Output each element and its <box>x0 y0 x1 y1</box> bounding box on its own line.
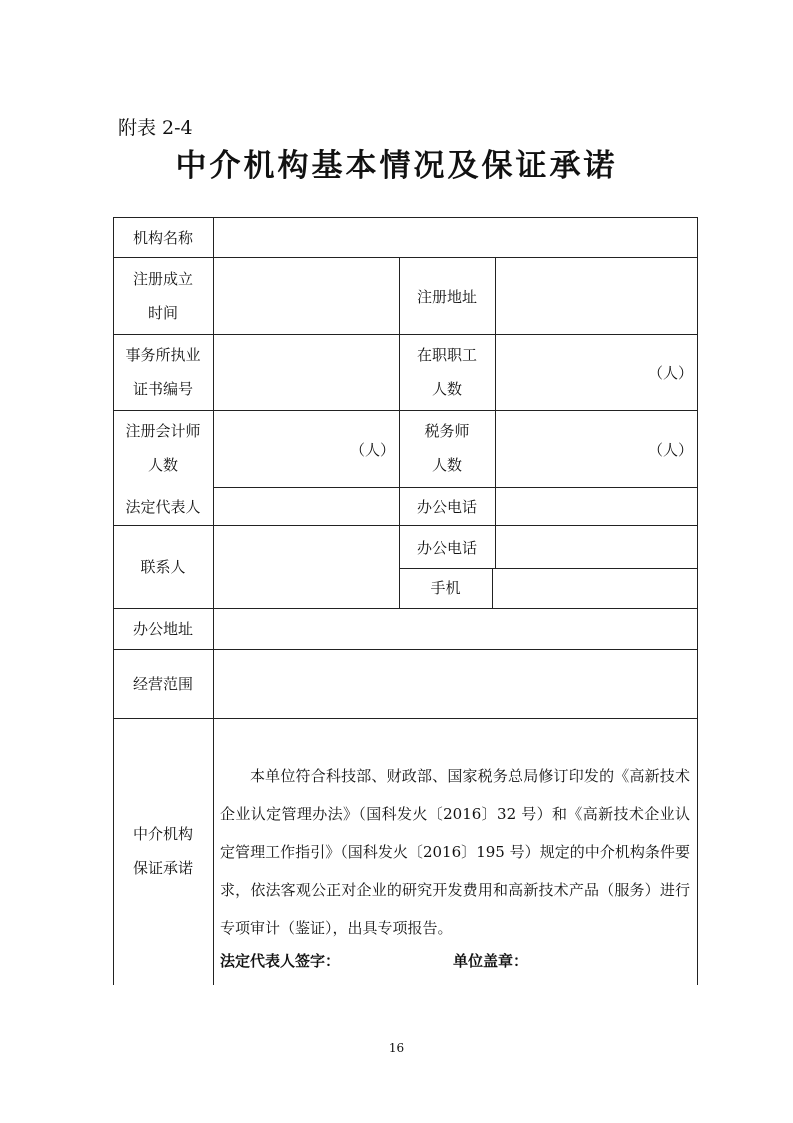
license-number-field[interactable] <box>214 335 399 410</box>
license-label: 事务所执业 证书编号 <box>125 346 201 398</box>
attachment-label: 附表 2-4 <box>118 117 193 139</box>
legal-rep-signature-label: 法定代表人签字： <box>220 952 341 970</box>
staff-unit: （人） <box>648 364 694 382</box>
guarantee-label: 中介机构 保证承诺 <box>132 825 193 877</box>
legal-rep-label: 法定代表人 <box>125 498 201 516</box>
contact-field[interactable] <box>214 526 399 608</box>
contact-office-phone-label: 办公电话 <box>416 539 477 557</box>
tax-agent-unit: （人） <box>648 441 694 459</box>
row-divider <box>113 718 698 719</box>
business-scope-field[interactable] <box>214 650 697 718</box>
contact-label: 联系人 <box>140 558 186 576</box>
office-address-label: 办公地址 <box>132 620 193 638</box>
legal-rep-field[interactable] <box>214 488 399 525</box>
business-scope-label: 经营范围 <box>132 675 193 693</box>
guarantee-text: 本单位符合科技部、财政部、国家税务总局修订印发的《高新技术企业认定管理办法》（国科发火〔2016〕32 号）和《高新技术企业认定管理工作指引》（国科发火〔2016〕195 号）规定的中介机构条件要求，依法客观公正对企业的研究开发费用和高新技术产品（服务）进行专项审计（鉴证），出具专项报告。 <box>220 767 690 937</box>
org-name-label: 机构名称 <box>132 229 193 247</box>
office-address-field[interactable] <box>214 609 697 649</box>
mobile-label: 手机 <box>430 579 461 597</box>
page-number: 16 <box>388 1041 405 1055</box>
unit-seal-label: 单位盖章： <box>453 952 529 970</box>
reg-address-field[interactable] <box>496 258 697 334</box>
cpa-count-label: 注册会计师 人数 <box>125 422 201 474</box>
tax-agent-count-label: 税务师 人数 <box>424 422 470 474</box>
legal-rep-phone-field[interactable] <box>496 488 697 525</box>
reg-time-field[interactable] <box>214 258 399 334</box>
office-phone-label: 办公电话 <box>416 498 477 516</box>
staff-count-label: 在职职工 人数 <box>416 346 477 398</box>
page-title: 中介机构基本情况及保证承诺 <box>175 148 618 184</box>
cpa-unit: （人） <box>350 441 396 459</box>
mobile-field[interactable] <box>493 569 697 608</box>
table-right-border <box>697 217 698 985</box>
reg-time-label: 注册成立 时间 <box>132 270 193 322</box>
reg-address-label: 注册地址 <box>416 288 477 306</box>
org-name-field[interactable] <box>214 218 697 257</box>
contact-office-phone-field[interactable] <box>496 526 697 568</box>
